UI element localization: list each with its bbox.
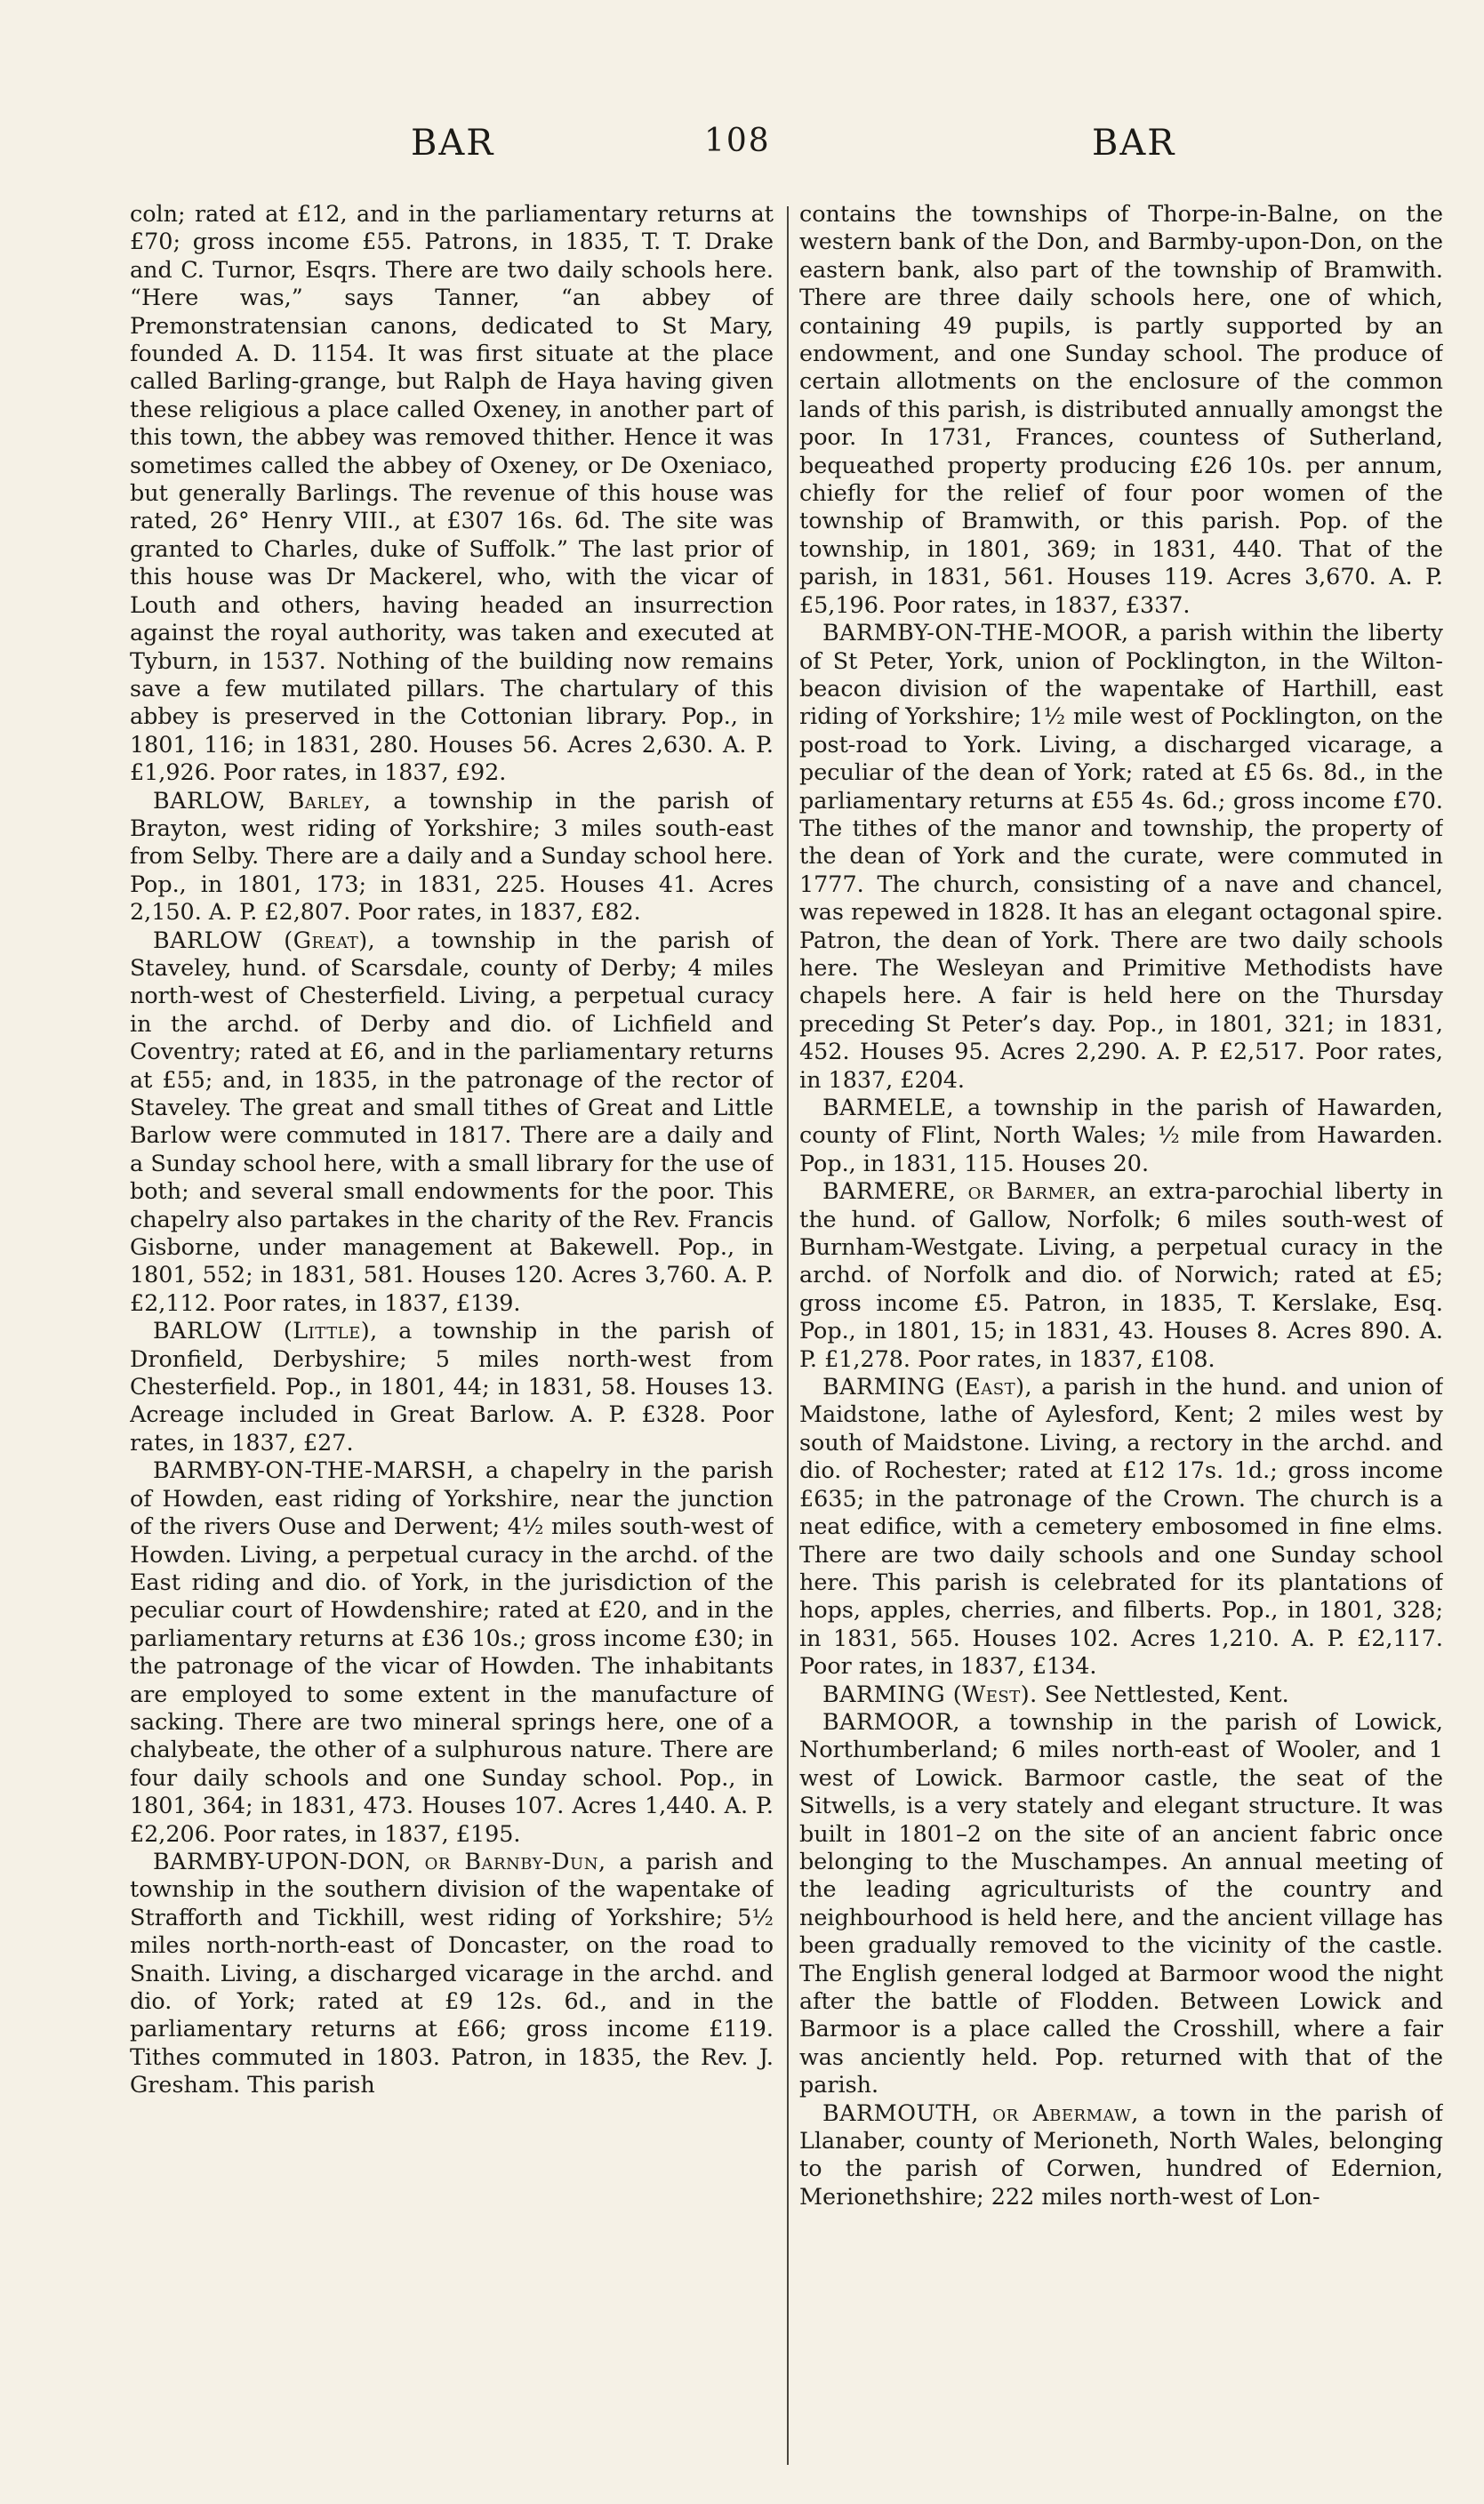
left-column — [130, 200, 774, 2468]
entry-alt-name: or Barmer, — [967, 1177, 1097, 1205]
entry-alt-name: or Abermaw, — [992, 2099, 1139, 2126]
gazetteer-entry — [799, 1177, 1443, 1373]
entry-text: a township in the parish of Hawarden, county of Flint, North Wales; ½ mile from Hawarden. Pop., in 1831, 115. Houses 20. — [799, 1094, 1443, 1176]
entry-alt-name: West — [962, 1680, 1021, 1707]
gazetteer-entry — [799, 2099, 1443, 2211]
entry-alt-name: East — [964, 1373, 1016, 1400]
gazetteer-entry — [799, 1681, 1443, 1708]
header-right-word: BAR — [1092, 123, 1176, 164]
column-divider — [787, 206, 789, 2465]
entry-text: See Nettlested, Kent. — [1044, 1680, 1289, 1707]
entry-alt-name: Great — [293, 926, 359, 953]
entry-headword: BARLOW ( — [153, 926, 293, 953]
entry-alt-name: or Barnby-Dun, — [424, 1847, 606, 1874]
entry-headword: BARMING ( — [822, 1373, 965, 1400]
entry-headword: BARMBY-UPON-DON, — [153, 1847, 412, 1874]
gazetteer-entry — [130, 787, 774, 927]
entry-text: contains the townships of Thorpe-in-Balne, on the western bank of the Don, and Barmby-upon-Don, on the eastern bank, also part of the township of Bramwith. There are three daily schools here, one of which, containing 49 pupils, is partly supported by an endowment, and one Sunday school. The produce of certain allotments on the enclosure of the common lands of this parish, is distributed annually amongst the poor. In 1731, Frances, countess of Sutherland, bequeathed property producing £26 10s. per annum, chiefly for the relief of four poor women of the township of Bramwith, or this parish. Pop. of the township, in 1801, 369; in 1831, 440. That of the parish, in 1831, 561. Houses 119. Acres 3,670. A. P. £5,196. Poor rates, in 1837, £337. — [799, 200, 1443, 618]
entry-headword: BARMBY-ON-THE-MOOR, — [822, 619, 1129, 646]
entry-text: a parish in the hund. and union of Maidstone, lathe of Aylesford, Kent; 2 miles west by south of Maidstone. Living, a rectory in the archd. and dio. of Rochester; rated at £12 17s. 1d.; gross income £635; in the patronage of the Crown. The church is a neat edifice, with a cemetery embosomed in fine elms. There are two daily schools and one Sunday school here. This parish is celebrated for its plantations of hops, apples, cherries, and filberts. Pop., in 1801, 328; in 1831, 565. Houses 102. Acres 1,210. A. P. £2,117. Poor rates, in 1837, £134. — [799, 1373, 1443, 1680]
gazetteer-entry — [799, 1094, 1443, 1177]
entry-text: a town in the parish of Llanaber, county of Merioneth, North Wales, belonging to the parish of Corwen, hundred of Edernion, Merionethshire; 222 miles north-west of Lon- — [799, 2099, 1443, 2210]
gazetteer-entry — [799, 1708, 1443, 2099]
entry-headword: BARMBY-ON-THE-MARSH, — [153, 1457, 475, 1484]
entry-text: a township in the parish of Dronfield, Derbyshire; 5 miles north-west from Chesterfield. Pop., in 1801, 44; in 1831, 58. Houses 13. Acreage included in Great Barlow. A. P. £328. Poor rates, in 1837, £27. — [130, 1317, 774, 1456]
entry-headword-close: ). — [1020, 1680, 1038, 1707]
entry-text: a township in the parish of Lowick, Northumberland; 6 miles north-east of Wooler, and 1 west of Lowick. Barmoor castle, the seat of the Sitwells, is a very stately and elegant structure. It was built in 1801–2 on the site of an ancient fabric once belonging to the Muschampes. An annual meeting of the leading agriculturists of the country and neighbourhood is held here, and the ancient village has been gradually removed to the vicinity of the castle. The English general lodged at Barmoor wood the night after the battle of Flodden. Between Lowick and Barmoor is a place called the Crosshill, where a fair was anciently held. Pop. returned with that of the parish. — [799, 1707, 1443, 2099]
entry-headword-close: ), — [360, 1317, 378, 1344]
gazetteer-entry — [130, 200, 774, 787]
entry-headword: BARLOW, — [153, 786, 267, 814]
entry-text: a township in the parish of Brayton, west riding of Yorkshire; 3 miles south-east from Selby. There are a daily and a Sunday school here. Pop., in 1801, 173; in 1831, 225. Houses 41. Acres 2,150. A. P. £2,807. Poor rates, in 1837, £82. — [130, 786, 774, 926]
gazetteer-entry — [799, 619, 1443, 1094]
gazetteer-entry — [130, 1848, 774, 2099]
entry-alt-name: Little — [293, 1317, 361, 1344]
gazetteer-entry — [799, 200, 1443, 619]
entry-headword-close: ), — [1015, 1373, 1033, 1400]
entry-text: a parish and township in the southern division of the wapentake of Strafforth and Tickhill, west riding of Yorkshire; 5½ miles north-north-east of Doncaster, on the road to Snaith. Living, a discharged vicarage in the archd. and dio. of York; rated at £9 12s. 6d., and in the parliamentary returns at £66; gross income £119. Tithes commuted in 1803. Patron, in 1835, the Rev. J. Gresham. This parish — [130, 1847, 774, 2099]
page-number: 108 — [704, 123, 771, 159]
entry-alt-name: Barley, — [287, 786, 372, 814]
right-column — [799, 200, 1443, 2468]
entry-headword: BARMING ( — [822, 1680, 963, 1707]
entry-text: a township in the parish of Staveley, hund. of Scarsdale, county of Derby; 4 miles north-west of Chesterfield. Living, a perpetual curacy in the archd. of Derby and dio. of Lichfield and Coventry; rated at £6, and in the parliamentary returns at £55; and, in 1835, in the patronage of the rector of Staveley. The great and small tithes of Great and Little Barlow were commuted in 1817. There are a daily and a Sunday school here, with a small library for the use of both; and several small endowments for the poor. This chapelry also partakes in the charity of the Rev. Francis Gisborne, under management at Bakewell. Pop., in 1801, 552; in 1831, 581. Houses 120. Acres 3,760. A. P. £2,112. Poor rates, in 1837, £139. — [130, 926, 774, 1316]
gazetteer-entry — [799, 1373, 1443, 1680]
gazetteer-entry — [130, 927, 774, 1318]
entry-headword: BARMELE, — [822, 1094, 955, 1120]
entry-headword: BARLOW ( — [153, 1317, 293, 1344]
entry-headword: BARMOUTH, — [822, 2099, 979, 2126]
entry-headword: BARMOOR, — [822, 1707, 960, 1735]
entry-text: an extra-parochial liberty in the hund. of Gallow, Norfolk; 6 miles south-west of Burnham-Westgate. Living, a perpetual curacy in the archd. of Norfolk and dio. of Norwich; rated at £5; gross income £5. Patron, in 1835, T. Kerslake, Esq. Pop., in 1801, 15; in 1831, 43. Houses 8. Acres 890. A. P. £1,278. Poor rates, in 1837, £108. — [799, 1177, 1443, 1372]
entry-text: coln; rated at £12, and in the parliamentary returns at £70; gross income £55. Patrons, in 1835, T. T. Drake and C. Turnor, Esqrs. There are two daily schools here. “Here was,” says Tanner, “an abbey of Premonstratensian canons, dedicated to St Mary, founded A. D. 1154. It was first situate at the place called Barling-grange, but Ralph de Haya having given these religious a place called Oxeney, in another part of this town, the abbey was removed thither. Hence it was sometimes called the abbey of Oxeney, or De Oxeniaco, but generally Barlings. The revenue of this house was rated, 26° Henry VIII., at £307 16s. 6d. The site was granted to Charles, duke of Suffolk.” The last prior of this house was Dr Mackerel, who, with the vicar of Louth and others, having headed an insurrection against the royal authority, was taken and executed at Tyburn, in 1537. Nothing of the building now remains save a few mutilated pillars. The chartulary of this abbey is preserved in the Cottonian library. Pop., in 1801, 116; in 1831, 280. Houses 56. Acres 2,630. A. P. £1,926. Poor rates, in 1837, £92. — [130, 200, 774, 786]
entry-headword: BARMERE, — [822, 1177, 957, 1205]
header-left-word: BAR — [411, 123, 495, 164]
entry-headword-close: ), — [358, 926, 376, 953]
gazetteer-entry — [130, 1457, 774, 1848]
entry-text: a chapelry in the parish of Howden, east riding of Yorkshire, near the junction of the rivers Ouse and Derwent; 4½ miles south-west of Howden. Living, a perpetual curacy in the archd. of the East riding and dio. of York, in the jurisdiction of the peculiar court of Howdenshire; rated at £20, and in the parliamentary returns at £36 10s.; gross income £30; in the patronage of the vicar of Howden. The inhabitants are employed to some extent in the manufacture of sacking. There are two mineral springs here, one of a chalybeate, the other of a sulphurous nature. There are four daily schools and one Sunday school. Pop., in 1801, 364; in 1831, 473. Houses 107. Acres 1,440. A. P. £2,206. Poor rates, in 1837, £195. — [130, 1457, 774, 1847]
running-header — [0, 123, 1484, 176]
entry-text: a parish within the liberty of St Peter, York, union of Pocklington, in the Wilton-beacon division of the wapentake of Harthill, east riding of Yorkshire; 1½ mile west of Pocklington, on the post-road to York. Living, a discharged vicarage, a peculiar of the dean of York; rated at £5 6s. 8d., in the parliamentary returns at £55 4s. 6d.; gross income £70. The tithes of the manor and township, the property of the dean of York and the curate, were commuted in 1777. The church, consisting of a nave and chancel, was repewed in 1828. It has an elegant octagonal spire. Patron, the dean of York. There are two daily schools here. The Wesleyan and Primitive Methodists have chapels here. A fair is held here on the Thursday preceding St Peter’s day. Pop., in 1801, 321; in 1831, 452. Houses 95. Acres 2,290. A. P. £2,517. Poor rates, in 1837, £204. — [799, 619, 1443, 1093]
gazetteer-entry — [130, 1317, 774, 1457]
